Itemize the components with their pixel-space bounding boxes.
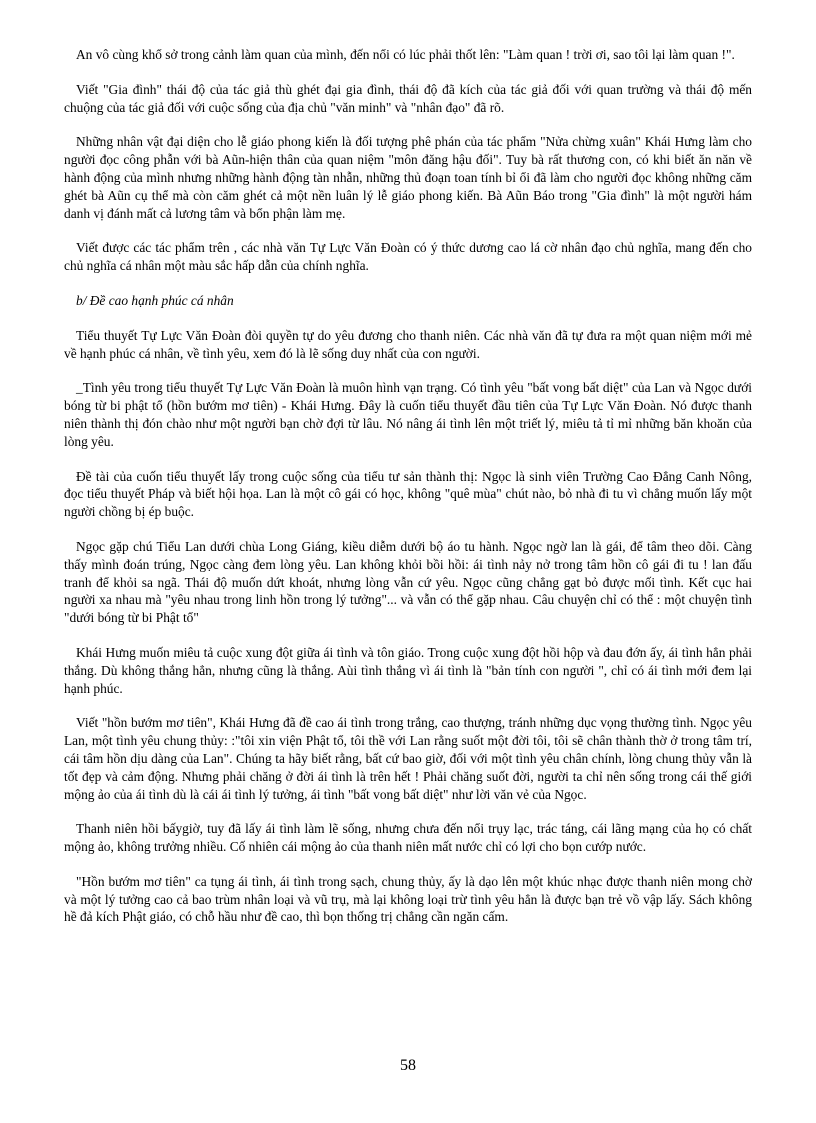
paragraph: Đề tài của cuốn tiểu thuyết lấy trong cuộc sống của tiểu tư sản thành thị: Ngọc là sinh viên Trường Cao Đẳng Canh Nông, đọc tiểu thuyết Pháp và biết hội họa. Lan là một cô gái có học, không "quê mùa" chút nào, bỏ nhà đi tu vì chẳng muốn lấy một người chồng bị ép buộc. — [64, 468, 752, 520]
page-number: 58 — [400, 1057, 416, 1074]
paragraph: Viết được các tác phẩm trên , các nhà văn Tự Lực Văn Đoàn có ý thức dương cao lá cờ nhân đạo chủ nghĩa, mang đến cho chủ nghĩa cá nhân một màu sắc hấp dẫn của chính nghĩa. — [64, 240, 752, 274]
document-page — [64, 46, 752, 943]
paragraph: Những nhân vật đại diện cho lễ giáo phong kiến là đối tượng phê phán của tác phẩm "Nửa chừng xuân" Khái Hưng làm cho người đọc công phẫn với bà Aũn-hiện thân của quan niệm "môn đăng hậu đối". Tuy bà rất thương con, có khi biết ăn năn về hành động của mình nhưng những hành động tàn nhẫn, những thủ đoạn toan tính bỉ ổi đã làm cho người đọc không những căm ghét bà Aũn cụ thể mà còn căm ghét cả một nền luân lý lễ giáo phong kiến. Bà Aũn Báo trong "Gia đình" là một người hám danh vị đánh mất cả lương tâm và bổn phận làm mẹ. — [64, 134, 752, 221]
paragraph: Tiểu thuyết Tự Lực Văn Đoàn đòi quyền tự do yêu đương cho thanh niên. Các nhà văn đã tự đưa ra một quan niệm mới mẻ về hạnh phúc cá nhân, về tình yêu, xem đó là lẽ sống duy nhất của con người. — [64, 327, 752, 361]
paragraph: Viết "Gia đình" thái độ của tác giả thù ghét đại gia đình, thái độ đã kích của tác giả đối với quan trường và thái độ mến chuộng của tác giả đối với cuộc sống của địa chủ "văn minh" và "nhân đạo" đã rõ. — [64, 81, 752, 115]
paragraph: Ngọc gặp chú Tiểu Lan dưới chùa Long Giáng, kiều diễm dưới bộ áo tu hành. Ngọc ngờ lan là gái, để tâm theo dõi. Càng thấy mình đoán trúng, Ngọc càng đem lòng yêu. Lan không khỏi bồi hồi: ái tình nảy nở trong tâm hồn cô gái đi tu ! lan đấu tranh để khỏi sa ngã. Thái độ muốn dứt khoát, nhưng lòng vẫn cứ yêu. Ngọc cũng chẳng gạt bỏ được mối tình. Kết cục hai người xa nhau mà "yêu nhau trong linh hồn trong lý tưởng"... và vẫn có thể gặp nhau. Câu chuyện chỉ có thể : một chuyện tình "dưới bóng từ bi Phật tổ" — [64, 538, 752, 626]
paragraph: An vô cùng khổ sở trong cảnh làm quan của mình, đến nổi có lúc phải thốt lên: "Làm quan ! trời ơi, sao tôi lại làm quan !". — [76, 47, 735, 62]
paragraph: Khái Hưng muốn miêu tả cuộc xung đột giữa ái tình và tôn giáo. Trong cuộc xung đột hồi hộp và đau đớn ấy, ái tình hẳn phải thắng. Dù không thắng hẳn, nhưng cũng là thắng. Aùi tình thắng vì ái tình là "bản tính con người ", chỉ có ái tình mới đem lại hạnh phúc. — [64, 644, 752, 696]
paragraph: "Hồn bướm mơ tiên" ca tụng ái tình, ái tình trong sạch, chung thủy, ấy là dạo lên một khúc nhạc được thanh niên mong chờ và một lý tưởng cao cả bao trùm nhân loại và vũ trụ, mà lại không loại trừ tình yêu hẳn là được bạn trẻ vồ vập lấy. Sách không hề đả kích Phật giáo, có chỗ hầu như đề cao, thì bọn thống trị chẳng cần ngăn cấm. — [64, 873, 752, 925]
paragraph: Viết "hồn bướm mơ tiên", Khái Hưng đã đề cao ái tình trong trắng, cao thượng, tránh những dục vọng thường tình. Ngọc yêu Lan, một tình yêu chung thủy: :"tôi xin viện Phật tổ, tôi thề với Lan rằng suốt một đời tôi, tôi sẽ chân thành thờ ở trong tâm trí, cái tâm hồn dịu dàng của Lan". Chúng ta hãy biết rằng, bất cứ bao giờ, đối với một tình yêu chân chính, lòng chung thủy vẫn là tốt đẹp và cảm động. Nhưng phải chăng ở đời ái tình là trên hết ! Phải chăng suốt đời, người ta chỉ nên sống trong cái thế giới mộng ảo của ái tình dù là cái ái tình lý tưởng, ái tình "bất vong bất diệt" như lời văn vẻ của Ngọc. — [64, 715, 752, 802]
paragraph: _Tình yêu trong tiểu thuyết Tự Lực Văn Đoàn là muôn hình vạn trạng. Có tình yêu "bất vong bất diệt" của Lan và Ngọc dưới bóng từ bi phật tổ (hồn bướm mơ tiên) - Khái Hưng. Đây là cuốn tiểu thuyết đầu tiên của Tự Lực Văn Đoàn. Nó được thanh niên thành thị đón chào như một người bạn chờ đợi từ lâu. Nó nâng ái tình lên một triết lý, miêu tả tỉ mỉ những băn khoăn của lòng yêu. — [64, 380, 752, 449]
section-heading: b/ Đề cao hạnh phúc cá nhân — [76, 292, 234, 308]
paragraph: Thanh niên hồi bấygiờ, tuy đã lấy ái tình làm lẽ sống, nhưng chưa đến nổi trụy lạc, trác táng, cái lãng mạng của họ có chất mộng ảo, không trưởng nhiều. Cố nhiên cái mộng ảo của thanh niên mất nước chỉ có lợi cho bọn cướp nước. — [64, 821, 752, 855]
